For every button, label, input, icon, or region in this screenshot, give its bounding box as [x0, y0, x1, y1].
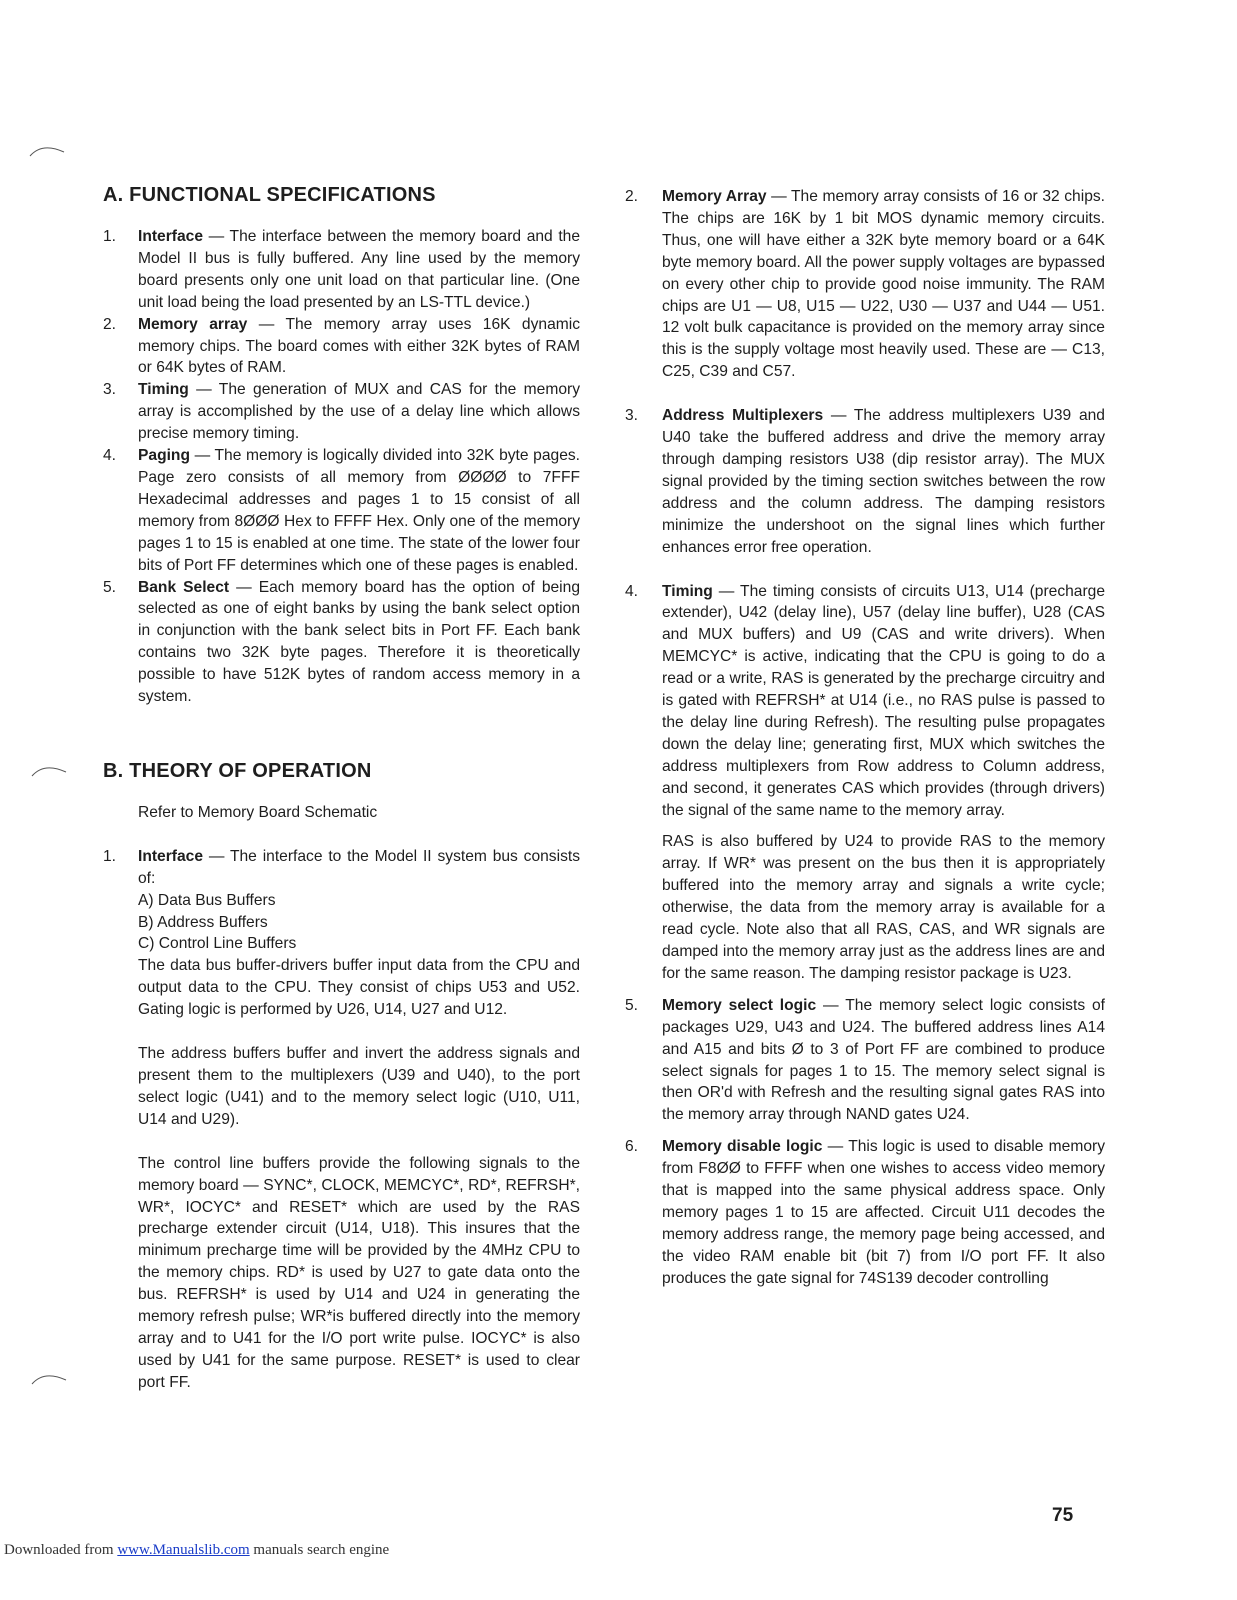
item-lead: Memory select logic [662, 996, 817, 1014]
item-text: — The memory array uses 16K dynamic memory chips. The board comes with either 32K bytes of RAM or 64K bytes of RAM. [138, 315, 580, 377]
theory-item-address-multiplexers [625, 405, 1105, 558]
item-number: 6. [625, 1138, 639, 1156]
spec-item-interface [103, 226, 580, 314]
spacer [625, 985, 1105, 995]
footer-prefix: Downloaded from [4, 1542, 118, 1558]
item-lead: Address Multiplexers [662, 407, 824, 425]
item-lead: Bank Select [138, 578, 230, 596]
spacer [625, 559, 1105, 581]
item-lead: Interface [138, 847, 204, 865]
section-b-heading: B. THEORY OF OPERATION [103, 759, 372, 782]
spec-item-paging [103, 445, 580, 576]
theory-item-memory-disable [625, 1136, 1105, 1289]
item-number: 3. [625, 407, 639, 425]
item-text: — The memory array consists of 16 or 32 chips. The chips are 16K by 1 bit MOS dynamic memory circuits. Thus, one will have either a 32K byte memory board or a 64K byte memory board. All the power supply voltages are bypassed on every other chip to provide good noise immunity. The RAM chips are U1 — U8, U15 — U22, U30 — U37 and U44 — U51. 12 volt bulk capacitance is provided on the memory array since this is the supply voltage most heavily used. These are — C13, C25, C39 and C57. [662, 188, 1105, 381]
item-number: 4. [625, 582, 639, 600]
theory-item-memory-select [625, 995, 1105, 1126]
section-a-heading: A. FUNCTIONAL SPECIFICATIONS [103, 184, 436, 206]
ras-buffer-paragraph: RAS is also buffered by U24 to provide RAS to the memory array. If WR* was present on the bus then it is appropriately buffered into the memory array and signals a write cycle; otherwise, the data from the memory array is available for a read cycle. Note also that all RAS, CAS, and WR signals are damped into the memory array just as the address lines are and for the same reason. The damping resistor package is U23. [662, 833, 1105, 982]
item-number: 2. [103, 315, 117, 333]
item-lead: Timing [662, 582, 713, 600]
item-number: 3. [103, 381, 117, 399]
item-number: 2. [625, 188, 639, 205]
spec-item-bank-select [103, 577, 580, 708]
scan-mark-icon [30, 760, 70, 780]
right-column [625, 186, 1105, 1290]
theory-item-memory-array [625, 186, 1105, 383]
spacer [625, 1126, 1105, 1136]
footer-suffix: manuals search engine [249, 1542, 390, 1558]
buffer-list-item: A) Data Bus Buffers [138, 891, 276, 909]
spacer [103, 1131, 580, 1153]
item-text: — The timing consists of circuits U13, U14 (precharge extender), U42 (delay line), U57 (delay line buffer), U28 (CAS and MUX buffers) and U9 (CAS and write drivers). When MEMCYC* is active, indicating that the CPU is going to do a read or a write, RAS is generated by the precharge circuitry and is gated with REFRSH* at U14 (i.e., no RAS pulse is passed to the delay line during Refresh). The resulting pulse propagates down the delay line; generating first, MUX which switches the address multiplexers from Row address to Column address, and second, it generates CAS which provides (through drivers) the signal of the same name to the memory array. [662, 582, 1105, 819]
item-text: — The address multiplexers U39 and U40 take the buffered address and drive the memory array through damping resistors U38 (dip resistor array). The MUX signal provided by the timing section switches between the row address and the column address. The damping resistors minimize the undershoot on the signal lines which further enhances error free operation. [662, 407, 1105, 556]
item-lead: Timing [138, 381, 189, 399]
download-footer [4, 1542, 389, 1559]
control-line-paragraph: The control line buffers provide the following signals to the memory board — SYNC*, CLOCK, MEMCYC*, RD*, REFRSH*, WR*, IOCYC* and RESET* which are used by the RAS precharge extender circuit (U14, U18). This insures that the minimum precharge time will be provided by the 4MHz CPU to the memory chips. RD* is used by U27 to gate data onto the bus. REFRSH* is used by U14 and U24 in generating the memory refresh pulse; WR*is buffered directly into the memory array and to U41 for the I/O port write pulse. IOCYC* is also used by U41 for the same purpose. RESET* is used to clear port FF. [138, 1154, 580, 1391]
item-text: — Each memory board has the option of being selected as one of eight banks by using the bank select option in conjunction with the bank select bits in Port FF. Each bank contains two 32K byte pages. Therefore it is theoretically possible to have 512K bytes of random access memory in a system. [138, 578, 580, 706]
spacer [625, 383, 1105, 405]
item-text: — This logic is used to disable memory from F8ØØ to FFFF when one wishes to access video memory that is mapped into the same physical address space. Only memory pages 1 to 15 are affected. Circuit U11 decodes the memory address range, the memory page being accessed, and the video RAM enable bit (bit 7) from I/O port FF. It also produces the gate signal for 74S139 decoder controlling [662, 1138, 1105, 1287]
item-text: — The memory is logically divided into 32K byte pages. Page zero consists of all memory from ØØØØ to 7FFF Hexadecimal addresses and pages 1 to 15 consist of all memory from 8ØØØ Hex to FFFF Hex. Only one of the memory pages 1 to 15 is enabled at one time. The state of the lower four bits of Port FF determines which one of these pages is enabled. [138, 447, 580, 574]
item-lead: Memory array [138, 315, 248, 333]
scan-mark-icon [28, 140, 68, 160]
item-lead: Interface [138, 228, 204, 245]
item-text: — The generation of MUX and CAS for the memory array is accomplished by the use of a delay line which allows precise memory timing. [138, 381, 580, 443]
spacer [103, 1021, 580, 1043]
item-lead: Memory disable logic [662, 1138, 823, 1156]
scan-mark-icon [30, 1368, 70, 1388]
item-text: — The memory select logic consists of packages U29, U43 and U24. The buffered address lines A14 and A15 and bits Ø to 3 of Port FF are combined to produce select signals for pages 1 to 15. The memory select signal is then OR'd with Refresh and the resulting signal gates RAS into the memory array through NAND gates U24. [662, 996, 1106, 1124]
theory-item-interface [103, 846, 580, 890]
item-number: 1. [103, 847, 117, 865]
data-bus-paragraph: The data bus buffer-drivers buffer input data from the CPU and output data to the CPU. They consist of chips U53 and U52. Gating logic is performed by U26, U14, U27 and U12. [138, 957, 580, 1019]
spacer [103, 708, 580, 758]
theory-item-timing [625, 581, 1105, 822]
item-lead: Paging [138, 447, 190, 465]
address-buffer-paragraph: The address buffers buffer and invert the address signals and present them to the multiplexers (U39 and U40), to the port select logic (U41) and to the memory select logic (U10, U11, U14 and U29). [138, 1045, 580, 1128]
item-number: 4. [103, 447, 117, 465]
refer-note: Refer to Memory Board Schematic [138, 803, 378, 821]
spec-item-timing [103, 379, 580, 445]
buffer-list-item: B) Address Buffers [138, 913, 268, 931]
item-number: 5. [103, 578, 117, 596]
spec-item-memory-array [103, 314, 580, 380]
item-number: 1. [103, 228, 117, 245]
page-number: 75 [1052, 1505, 1074, 1526]
item-text: — The interface to the Model II system bus consists of: [138, 847, 580, 887]
manualslib-link[interactable]: www.Manualslib.com [117, 1542, 250, 1558]
item-number: 5. [625, 996, 639, 1014]
item-text: — The interface between the memory board and the Model II bus is fully buffered. Any line used by the memory board presents only one unit load on that particular line. (One unit load being the load presented by an LS-TTL device.) [138, 228, 580, 311]
item-lead: Memory Array [662, 188, 767, 205]
left-column [103, 182, 580, 1394]
buffer-list-item: C) Control Line Buffers [138, 935, 297, 953]
spacer [625, 821, 1105, 831]
